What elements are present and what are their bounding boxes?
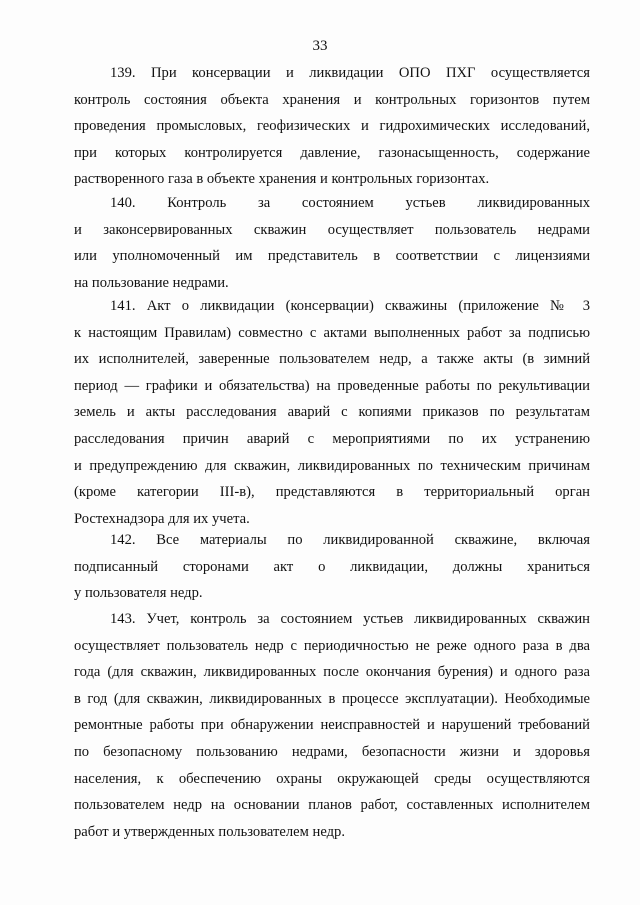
paragraph-line: 143. Учет, контроль за состоянием устьев ликвидированных скважин [110, 611, 590, 627]
paragraph-line: расследования причин аварий с мероприятиями по их устранению [74, 430, 590, 447]
paragraph-line: по безопасному пользованию недрами, безопасности жизни и здоровья [74, 743, 590, 760]
paragraph-line: 139. При консервации и ликвидации ОПО ПХГ осуществляется [110, 65, 590, 81]
paragraph-line: ремонтные работы при обнаружении неисправностей и нарушений требований [74, 717, 590, 734]
paragraph-line: года (для скважин, ликвидированных после окончания бурения) и одного раза [74, 664, 590, 681]
paragraph-142 [74, 527, 590, 607]
paragraph-line: населения, к обеспечению охраны окружающей среды осуществляются [74, 770, 590, 787]
paragraph-line: подписанный сторонами акт о ликвидации, должны храниться [74, 558, 590, 575]
paragraph-139 [74, 60, 590, 193]
paragraph-141 [74, 293, 590, 532]
paragraph-line: период — графики и обязательства) на проведенные работы по рекультивации [74, 377, 590, 394]
paragraph-line: к настоящим Правилам) совместно с актами выполненных работ за подписью [74, 324, 590, 341]
paragraph-line: или уполномоченный им представитель в соответствии с лицензиями [74, 248, 590, 265]
paragraph-line: контроль состояния объекта хранения и контрольных горизонтов путем [74, 91, 590, 108]
paragraph-line: Ростехнадзора для их учета. [74, 510, 250, 527]
paragraph-143 [74, 606, 590, 845]
paragraph-line: работ и утвержденных пользователем недр. [74, 823, 345, 840]
paragraph-line: осуществляет пользователь недр с периодичностью не реже одного раза в два [74, 637, 590, 654]
paragraph-line: у пользователя недр. [74, 585, 203, 602]
paragraph-line: проведения промысловых, геофизических и гидрохимических исследований, [74, 118, 590, 135]
paragraph-line: (кроме категории III-в), представляются в территориальный орган [74, 484, 590, 501]
paragraph-line: растворенного газа в объекте хранения и контрольных горизонтах. [74, 171, 490, 188]
page-number: 33 [312, 38, 328, 54]
paragraph-line: и предупреждению для скважин, ликвидированных по техническим причинам [74, 457, 590, 474]
paragraph-line: в год (для скважин, ликвидированных в процессе эксплуатации). Необходимые [74, 690, 590, 707]
paragraph-line: 142. Все материалы по ликвидированной скважине, включая [110, 532, 590, 548]
paragraph-line: при которых контролируется давление, газонасыщенность, содержание [74, 144, 590, 161]
paragraph-line: 140. Контроль за состоянием устьев ликвидированных [110, 195, 590, 211]
paragraph-line: на пользование недрами. [74, 274, 229, 291]
paragraph-line: их исполнителей, заверенные пользователем недр, а также акты (в зимний [74, 351, 590, 368]
paragraph-line: и законсервированных скважин осуществляет пользователь недрами [74, 221, 590, 238]
paragraph-line: 141. Акт о ликвидации (консервации) скважины (приложение № 3 [110, 298, 590, 314]
paragraph-line: земель и акты расследования аварий с копиями приказов по результатам [74, 404, 590, 421]
paragraph-line: пользователем недр на основании планов работ, составленных исполнителем [74, 797, 590, 814]
paragraph-140 [74, 190, 590, 296]
